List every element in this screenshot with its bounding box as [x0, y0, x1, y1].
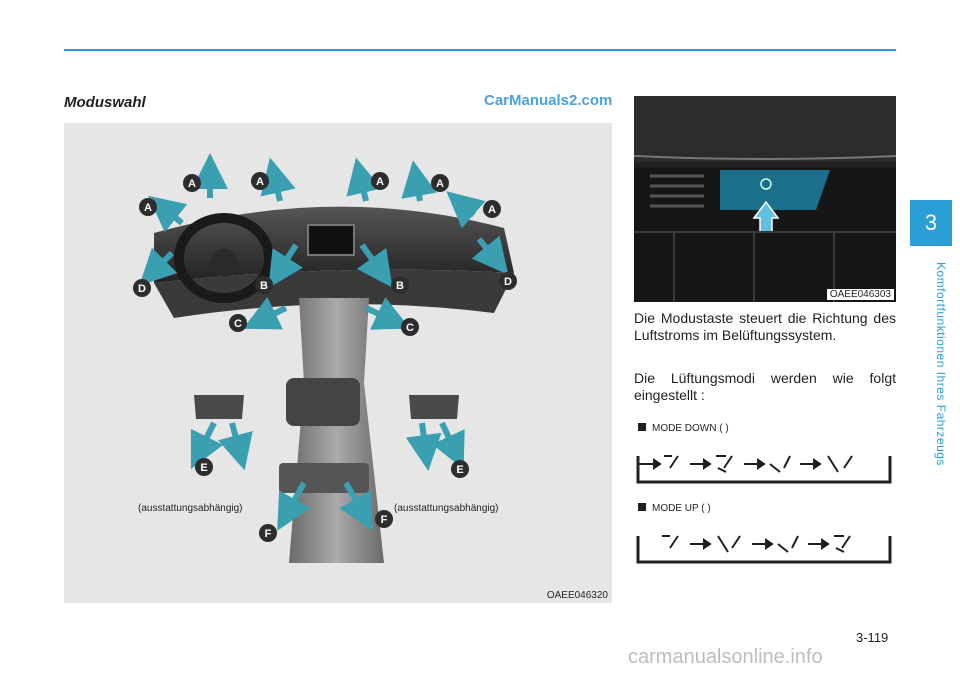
bullet-square	[638, 503, 646, 511]
face-mode-icon	[662, 536, 678, 548]
floor-vent-right	[409, 395, 459, 419]
vent-label: B	[396, 280, 404, 292]
vent-label: D	[504, 276, 512, 288]
mode-button	[720, 170, 830, 210]
section-title: Moduswahl	[64, 94, 146, 111]
vent-label: F	[264, 528, 272, 540]
vent-label: C	[406, 322, 414, 334]
dashboard-vent-illustration	[64, 123, 612, 603]
mode-down-text: MODE DOWN ( )	[652, 423, 729, 434]
vent-label: F	[380, 514, 388, 526]
bi-level-mode-icon	[834, 536, 850, 552]
vent-label: E	[456, 464, 464, 476]
floor-defrost-mode-icon	[828, 456, 852, 472]
vent-label: A	[188, 178, 196, 190]
watermark-bottom[interactable]: carmanualsonline.info	[628, 646, 823, 668]
vent-label: A	[436, 178, 444, 190]
page-number: 3-119	[856, 630, 889, 645]
rear-console-vent	[279, 463, 369, 493]
mode-up-label	[638, 503, 711, 514]
paragraph-modes-intro: Die Lüftungsmodi werden wie folgt eingestellt :	[634, 370, 896, 403]
floor-mode-icon	[770, 456, 790, 472]
optional-note-left: (ausstattungsabhängig)	[138, 503, 243, 514]
bi-level-mode-icon	[716, 456, 732, 472]
vent-label: B	[260, 280, 268, 292]
mode-button-photo	[634, 96, 896, 302]
armrest	[286, 378, 360, 426]
figure-code-right: OAEE046303	[827, 289, 894, 300]
paragraph-mode-button: Die Modustaste steuert die Richtung des Luftstroms im Belüftungssystem.	[634, 310, 896, 343]
floor-mode-icon	[778, 536, 798, 552]
mode-down-label	[638, 423, 729, 434]
optional-note-right: (ausstattungsabhängig)	[394, 503, 499, 514]
floor-defrost-mode-icon	[718, 536, 740, 552]
mode-up-sequence	[634, 526, 896, 566]
vent-label: A	[144, 202, 152, 214]
vent-label: C	[234, 318, 242, 330]
mode-button-drawing	[634, 96, 896, 302]
center-console	[289, 298, 384, 563]
vent-label: E	[200, 462, 208, 474]
vent-label: A	[256, 176, 264, 188]
watermark-top[interactable]: CarManuals2.com	[484, 92, 613, 109]
dashboard-drawing	[64, 123, 612, 603]
vent-label: A	[376, 176, 384, 188]
chapter-title: Komfortfunktionen Ihres Fahrzeugs	[934, 262, 948, 466]
mode-up-text: MODE UP ( )	[652, 503, 711, 514]
face-mode-icon	[664, 456, 678, 468]
top-rule	[64, 49, 896, 51]
figure-code-left: OAEE046320	[546, 590, 608, 601]
floor-vent-left	[194, 395, 244, 419]
bullet-square	[638, 423, 646, 431]
infotainment-screen	[308, 225, 354, 255]
chapter-tab: 3	[910, 200, 952, 246]
vent-label: D	[138, 283, 146, 295]
mode-down-sequence	[634, 446, 896, 486]
vent-label: A	[488, 204, 496, 216]
